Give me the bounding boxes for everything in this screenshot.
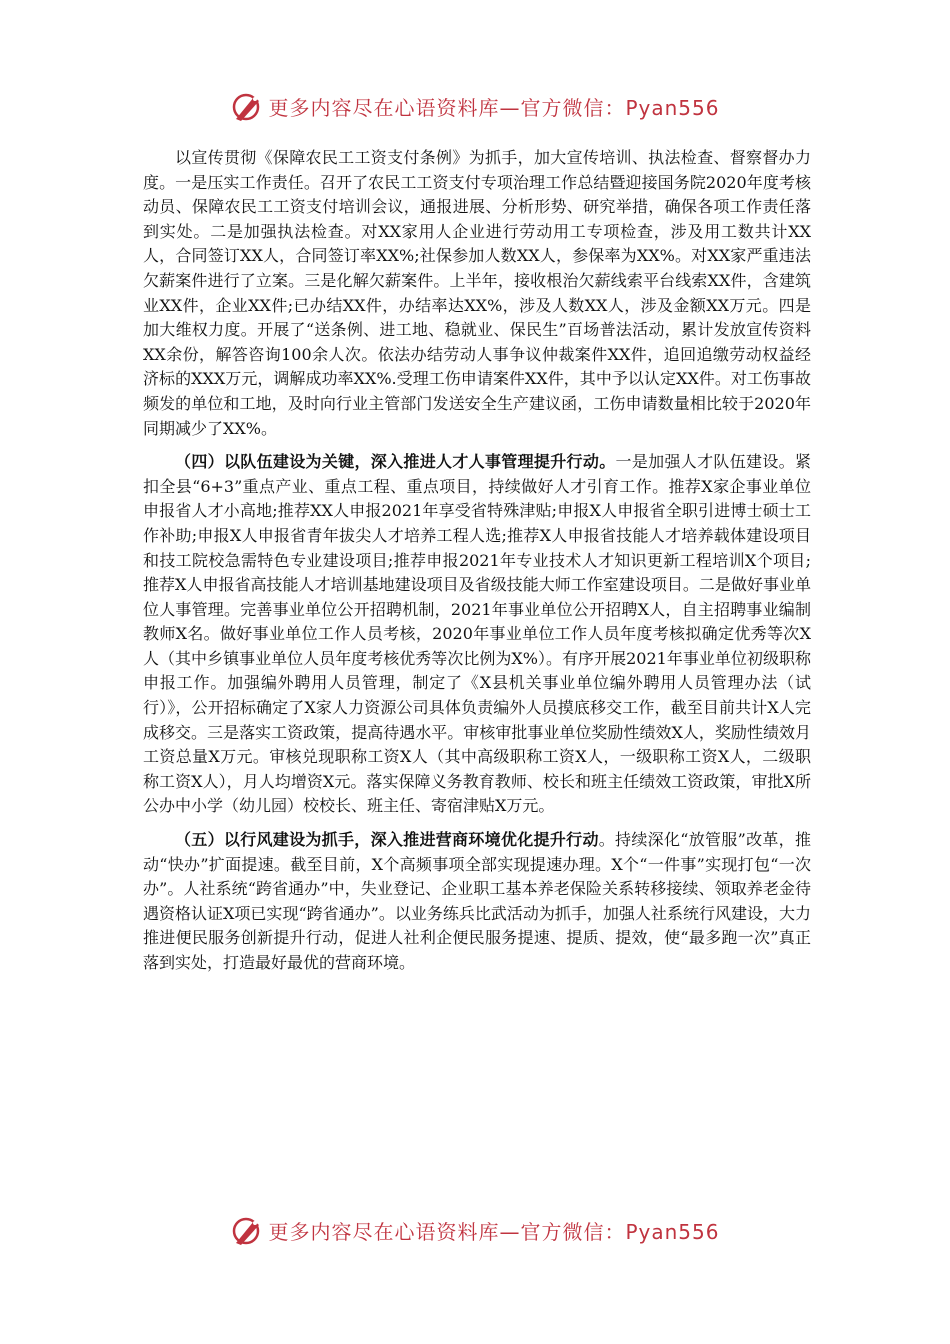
paragraph-business-environment: [143, 828, 811, 976]
footer-banner: [0, 1210, 950, 1250]
document-body: [143, 146, 811, 985]
paragraph-labor-wages: [143, 146, 811, 441]
paragraph-heading: （四）以队伍建设为关键，深入推进人才人事管理提升行动。: [175, 452, 616, 472]
header-banner: [0, 86, 950, 126]
footer-banner-text: 更多内容尽在心语资料库—官方微信：Pyan556: [268, 1219, 720, 1244]
paragraph-text: 。持续深化“放管服”改革，推动“快办”扩面提速。截至目前，X个高频事项全部实现提速办理。X个“一件事”实现打包“一次办”。人社系统“跨省通办”中，失业登记、企业职工基本养老保险关系转移接续、领取养老金待遇资格认证X项已实现“跨省通办”。以业务练兵比武活动为抓手，加强人社系统行风建设，大力推进便民服务创新提升行动，促进人社利企便民服务提速、提质、提效，使“最多跑一次”真正落到实处，打造最好最优的营商环境。: [143, 830, 811, 972]
header-banner-text: 更多内容尽在心语资料库—官方微信：Pyan556: [268, 95, 720, 120]
pen-nib-logo-icon: [230, 89, 264, 123]
paragraph-talent-management: [143, 450, 811, 819]
pen-nib-logo-icon: [230, 1213, 264, 1247]
paragraph-text: 以宣传贯彻《保障农民工工资支付条例》为抓手，加大宣传培训、执法检查、督察督办力度。一是压实工作责任。召开了农民工工资支付专项治理工作总结暨迎接国务院2020年度考核动员、保障农民工工资支付培训会议，通报进展、分析形势、研究举措，确保各项工作责任落到实处。二是加强执法检查。对XX家用人企业进行劳动用工专项检查，涉及用工数共计XX人，合同签订XX人，合同签订率XX%;社保参加人数XX人，参保率为XX%。对XX家严重违法欠薪案件进行了立案。三是化解欠薪案件。上半年，接收根治欠薪线索平台线索XX件，含建筑业XX件，企业XX件;已办结XX件，办结率达XX%，涉及人数XX人，涉及金额XX万元。四是加大维权力度。开展了“送条例、进工地、稳就业、保民生”百场普法活动，累计发放宣传资料XX余份，解答咨询100余人次。依法办结劳动人事争议仲裁案件XX件，追回追缴劳动权益经济标的XXX万元，调解成功率XX%.受理工伤申请案件XX件，其中予以认定XX件。对工伤事故频发的单位和工地，及时向行业主管部门发送安全生产建议函，工伤申请数量相比较于2020年同期减少了XX%。: [143, 148, 811, 438]
paragraph-text: 一是加强人才队伍建设。紧扣全县“6+3”重点产业、重点工程、重点项目，持续做好人才引育工作。推荐X家企事业单位申报省人才小高地;推荐XX人申报2021年享受省特殊津贴;申报X人申报省全职引进博士硕士工作补助;申报X人申报省青年拔尖人才培养工程人选;推荐X人申报省技能人才培养载体建设项目和技工院校急需特色专业建设项目;推荐申报2021年专业技术人才知识更新工程培训X个项目;推荐X人申报省高技能人才培训基地建设项目及省级技能大师工作室建设项目。二是做好事业单位人事管理。完善事业单位公开招聘机制，2021年事业单位公开招聘X人，自主招聘事业编制教师X名。做好事业单位工作人员考核，2020年事业单位工作人员年度考核拟确定优秀等次X人（其中乡镇事业单位人员年度考核优秀等次比例为X%）。有序开展2021年事业单位初级职称申报工作。加强编外聘用人员管理，制定了《X县机关事业单位编外聘用人员管理办法（试行）》，公开招标确定了X家人力资源公司具体负责编外人员摸底移交工作，截至目前共计X人完成移交。三是落实工资政策，提高待遇水平。审核审批事业单位奖励性绩效X人，奖励性绩效月工资总量X万元。审核兑现职称工资X人（其中高级职称工资X人，一级职称工资X人，二级职称工资X人），月人均增资X元。落实保障义务教育教师、校长和班主任绩效工资政策，审批X所公办中小学（幼儿园）校校长、班主任、寄宿津贴X万元。: [143, 452, 811, 816]
paragraph-heading: （五）以行风建设为抓手，深入推进营商环境优化提升行动: [175, 830, 599, 850]
